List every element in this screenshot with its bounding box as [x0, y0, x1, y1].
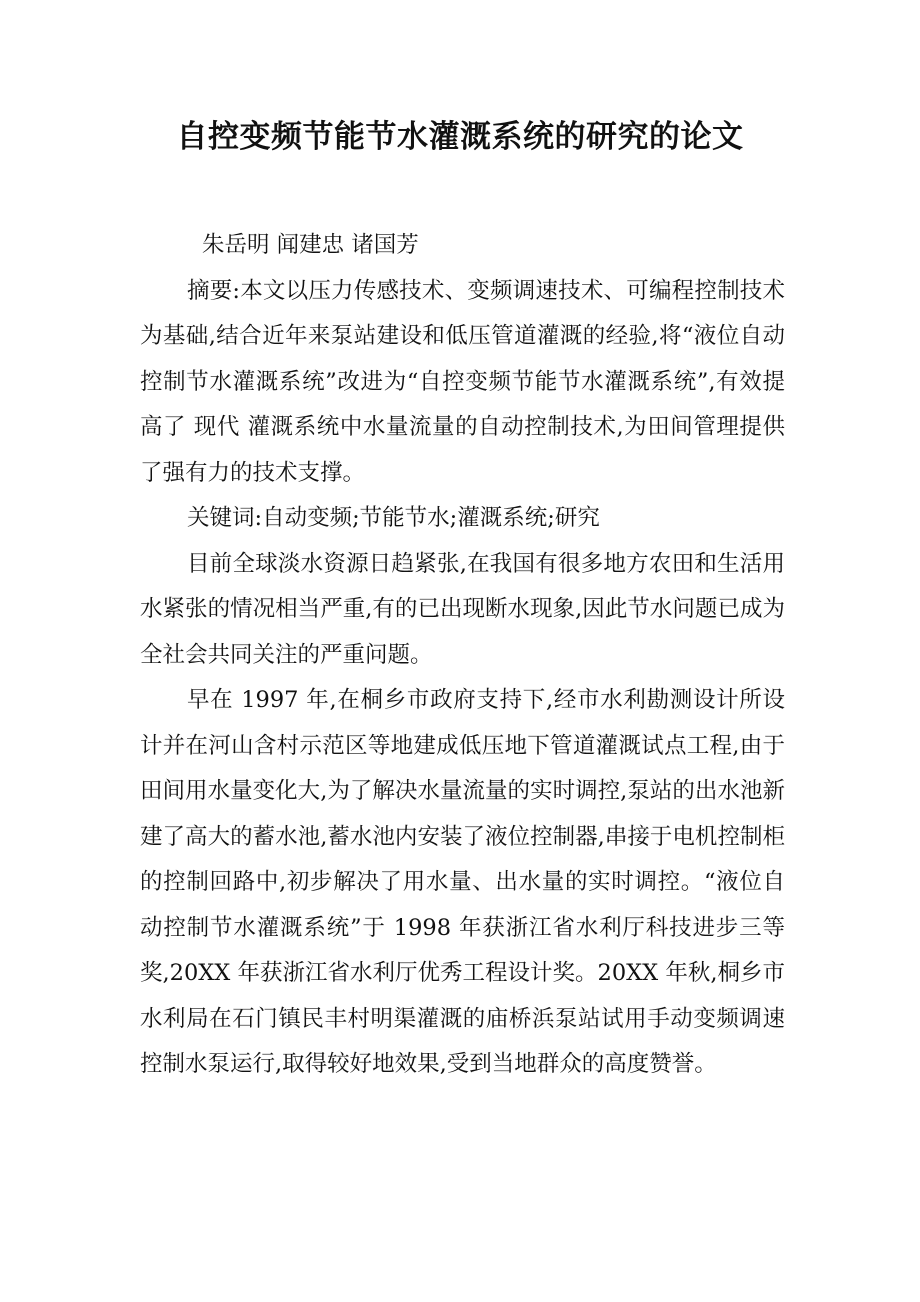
abstract-paragraph: 摘要:本文以压力传感技术、变频调速技术、可编程控制技术为基础,结合近年来泵站建设和低压管道灌溉的经验,将“液位自动控制节水灌溉系统”改进为“自控变频节能节水灌溉系统”,有效提高了 现代 灌溉系统中水量流量的自动控制技术,为田间管理提供了强有力的技术支撑。 — [140, 277, 785, 486]
document-body — [140, 223, 785, 1088]
body-paragraph-2: 早在 1997 年,在桐乡市政府支持下,经市水利勘测设计所设计并在河山含村示范区等地建成低压地下管道灌溉试点工程,由于田间用水量变化大,为了解决水量流量的实时调控,泵站的出水池新建了高大的蓄水池,蓄水池内安装了液位控制器,串接于电机控制柜的控制回路中,初步解决了用水量、出水量的实时调控。“液位自动控制节水灌溉系统”于 1998 年获浙江省水利厅科技进步三等奖,20XX 年获浙江省水利厅优秀工程设计奖。20XX 年秋,桐乡市水利局在石门镇民丰村明渠灌溉的庙桥浜泵站试用手动变频调速控制水泵运行,取得较好地效果,受到当地群众的高度赞誉。 — [140, 687, 785, 1077]
authors-line: 朱岳明 闻建忠 诸国芳 — [202, 232, 419, 258]
page-title: 自控变频节能节水灌溉系统的研究的论文 — [176, 119, 744, 155]
keywords-paragraph: 关键词:自动变频;节能节水;灌溉系统;研究 — [187, 505, 600, 531]
body-paragraph-1: 目前全球淡水资源日趋紧张,在我国有很多地方农田和生活用水紧张的情况相当严重,有的已出现断水现象,因此节水问题已成为全社会共同关注的严重问题。 — [140, 550, 785, 668]
